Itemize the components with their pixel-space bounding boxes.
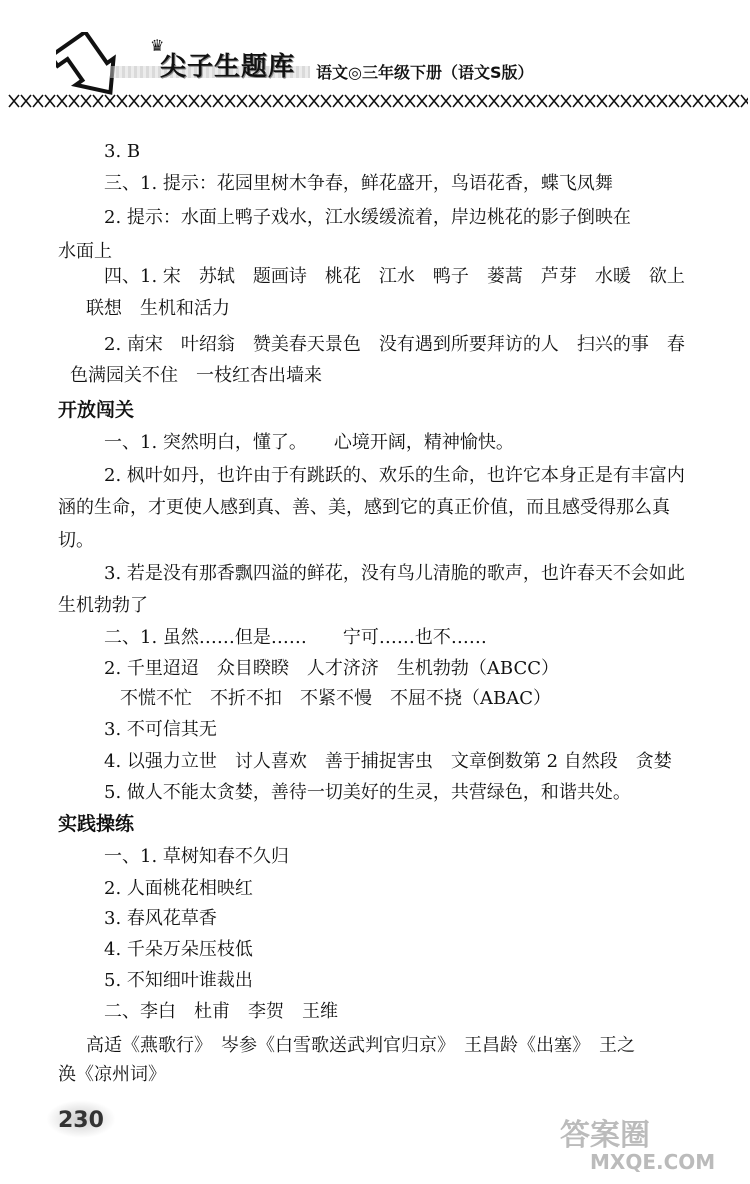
watermark-logo: 答案圈 <box>560 1118 650 1153</box>
crown-icon: ♛ <box>150 36 165 55</box>
answer-line: 2. 南宋 叶绍翁 赞美春天景色 没有遇到所要拜访的人 扫兴的事 春 <box>104 334 685 355</box>
section-heading: 实践操练 <box>58 813 135 835</box>
answer-line: 不慌不忙 不折不扣 不紧不慢 不屈不挠（ABAC） <box>120 688 551 709</box>
answer-line: 2. 千里迢迢 众目睽睽 人才济济 生机勃勃（ABCC） <box>104 658 559 679</box>
page-number: 230 <box>58 1108 104 1133</box>
answer-line: 3. B <box>104 141 141 162</box>
watermark-url: MXQE.COM <box>590 1150 716 1174</box>
answer-line: 切。 <box>58 530 94 551</box>
answer-line: 4. 千朵万朵压枝低 <box>104 939 253 960</box>
section-heading: 开放闯关 <box>58 399 135 421</box>
answer-line: 二、1. 虽然……但是…… 宁可……也不…… <box>104 627 487 648</box>
answer-line: 二、李白 杜甫 李贺 王维 <box>104 1001 338 1022</box>
answer-line: 联想 生机和活力 <box>86 298 230 319</box>
series-logo: 尖子生题库 <box>160 52 296 82</box>
answer-line: 4. 以强力立世 讨人喜欢 善于捕捉害虫 文章倒数第 2 自然段 贪婪 <box>104 751 672 772</box>
answer-line: 四、1. 宋 苏轼 题画诗 桃花 江水 鸭子 蒌蒿 芦芽 水暖 欲上 <box>104 266 685 287</box>
answer-line: 2. 人面桃花相映红 <box>104 878 253 899</box>
answer-line: 3. 不可信其无 <box>104 719 217 740</box>
answer-line: 5. 做人不能太贪婪，善待一切美好的生灵，共营绿色，和谐共处。 <box>104 782 631 803</box>
answer-line: 色满园关不住 一枝红杏出墙来 <box>70 365 322 386</box>
answer-line: 三、1. 提示：花园里树木争春，鲜花盛开，鸟语花香，蝶飞凤舞 <box>104 173 613 194</box>
answer-line: 3. 春风花草香 <box>104 908 217 929</box>
answer-line: 2. 枫叶如丹，也许由于有跳跃的、欢乐的生命，也许它本身正是有丰富内 <box>104 465 685 486</box>
answer-line: 5. 不知细叶谁裁出 <box>104 970 253 991</box>
answer-line: 水面上 <box>58 241 112 262</box>
answer-line: 一、1. 突然明白，懂了。 心境开阔，精神愉快。 <box>104 432 514 453</box>
answer-line: 3. 若是没有那香飘四溢的鲜花，没有鸟儿清脆的歌声，也许春天不会如此 <box>104 563 685 584</box>
answer-line: 涵的生命，才更使人感到真、善、美，感到它的真正价值，而且感受得那么真 <box>58 497 670 518</box>
book-subtitle: 语文◎三年级下册（语文S版） <box>316 63 534 82</box>
answer-line: 一、1. 草树知春不久归 <box>104 846 289 867</box>
answer-line: 涣《凉州词》 <box>58 1064 166 1085</box>
answer-line: 生机勃勃了 <box>58 595 148 616</box>
answer-line: 高适《燕歌行》 岑参《白雪歌送武判官归京》 王昌龄《出塞》 王之 <box>86 1035 635 1056</box>
answer-line: 2. 提示：水面上鸭子戏水，江水缓缓流着，岸边桃花的影子倒映在 <box>104 207 631 228</box>
